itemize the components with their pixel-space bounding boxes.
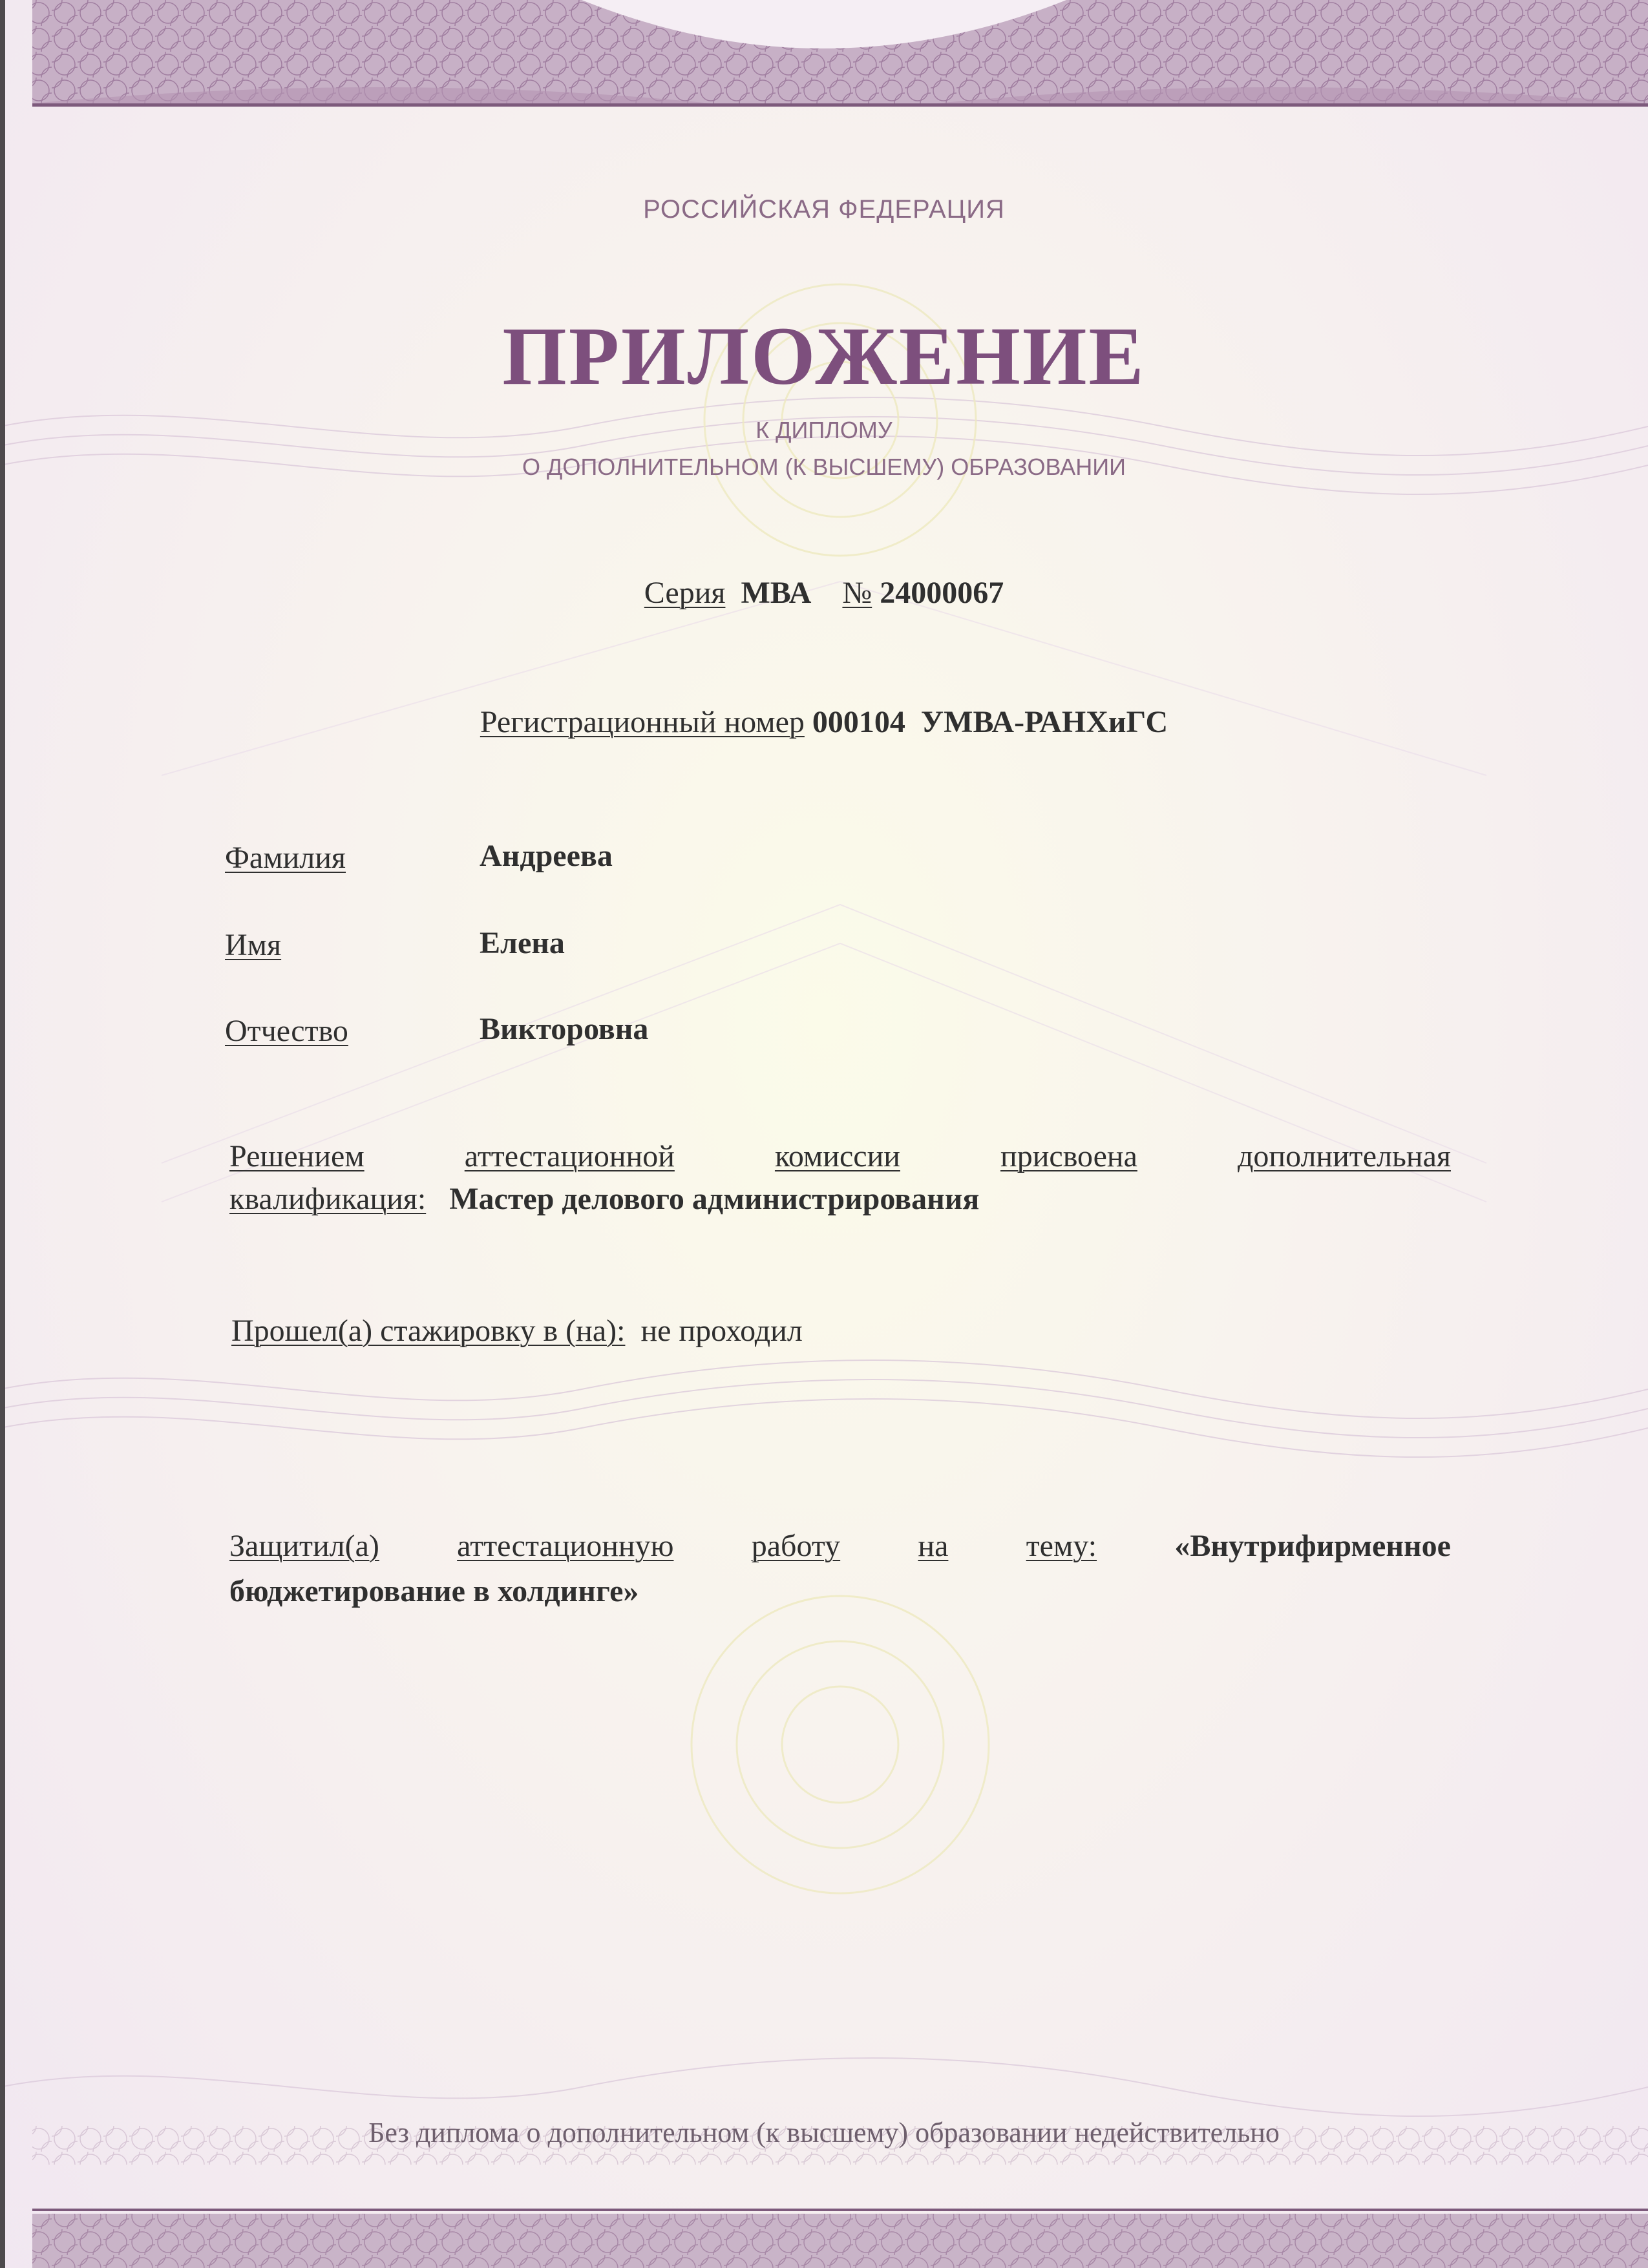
name-label: Имя (225, 928, 282, 962)
document-subtitle-line1: К ДИПЛОМУ (755, 417, 893, 443)
decision-word: Решением (229, 1139, 364, 1173)
series-label: Серия (644, 576, 726, 610)
registration-line (0, 704, 1648, 740)
thesis-text-row1 (229, 1528, 1451, 1564)
thesis-topic-part1: «Внутрифирменное (1174, 1529, 1451, 1563)
decision-word: комиссии (774, 1139, 900, 1173)
qualification-value: Мастер делового администрирования (449, 1182, 980, 1216)
patronymic-value: Викторовна (480, 1012, 649, 1046)
registration-number: 000104 (812, 705, 905, 739)
thesis-word: работу (751, 1529, 841, 1563)
decision-word: дополнительная (1237, 1139, 1451, 1173)
thesis-word: на (918, 1529, 949, 1563)
thesis-word: тему: (1026, 1529, 1097, 1563)
internship-value: не проходил (640, 1314, 803, 1348)
surname-label: Фамилия (225, 841, 346, 875)
decision-word: присвоена (1000, 1139, 1137, 1173)
document-number: 24000067 (880, 576, 1004, 610)
decision-word: аттестационной (464, 1139, 675, 1173)
series-line (0, 575, 1648, 611)
name-value: Елена (480, 926, 565, 960)
top-ornament-band (0, 0, 1648, 116)
registration-code: УМВА-РАНХиГС (920, 705, 1168, 739)
series-value: МВА (741, 576, 812, 610)
decision-text-row2 (229, 1181, 1451, 1217)
internship-label: Прошел(а) стажировку в (на): (231, 1314, 626, 1348)
number-label: № (842, 576, 872, 610)
document-title: ПРИЛОЖЕНИЕ (502, 310, 1146, 402)
internship-line (231, 1313, 803, 1349)
patronymic-label: Отчество (225, 1014, 348, 1048)
thesis-word: аттестационную (457, 1529, 674, 1563)
qualification-label: квалификация: (229, 1182, 427, 1216)
registration-label: Регистрационный номер (480, 705, 805, 739)
thesis-word: Защитил(а) (229, 1529, 379, 1563)
thesis-topic-part2: бюджетирование в холдинге» (229, 1574, 639, 1608)
country-heading: РОССИЙСКАЯ ФЕДЕРАЦИЯ (643, 195, 1005, 224)
document-subtitle-line2: О ДОПОЛНИТЕЛЬНОМ (К ВЫСШЕМУ) ОБРАЗОВАНИИ (522, 454, 1126, 480)
surname-value: Андреева (480, 839, 613, 873)
decision-text-row1 (229, 1139, 1451, 1174)
footer-validity-note: Без диплома о дополнительном (к высшему) образовании недействительно (368, 2117, 1280, 2148)
